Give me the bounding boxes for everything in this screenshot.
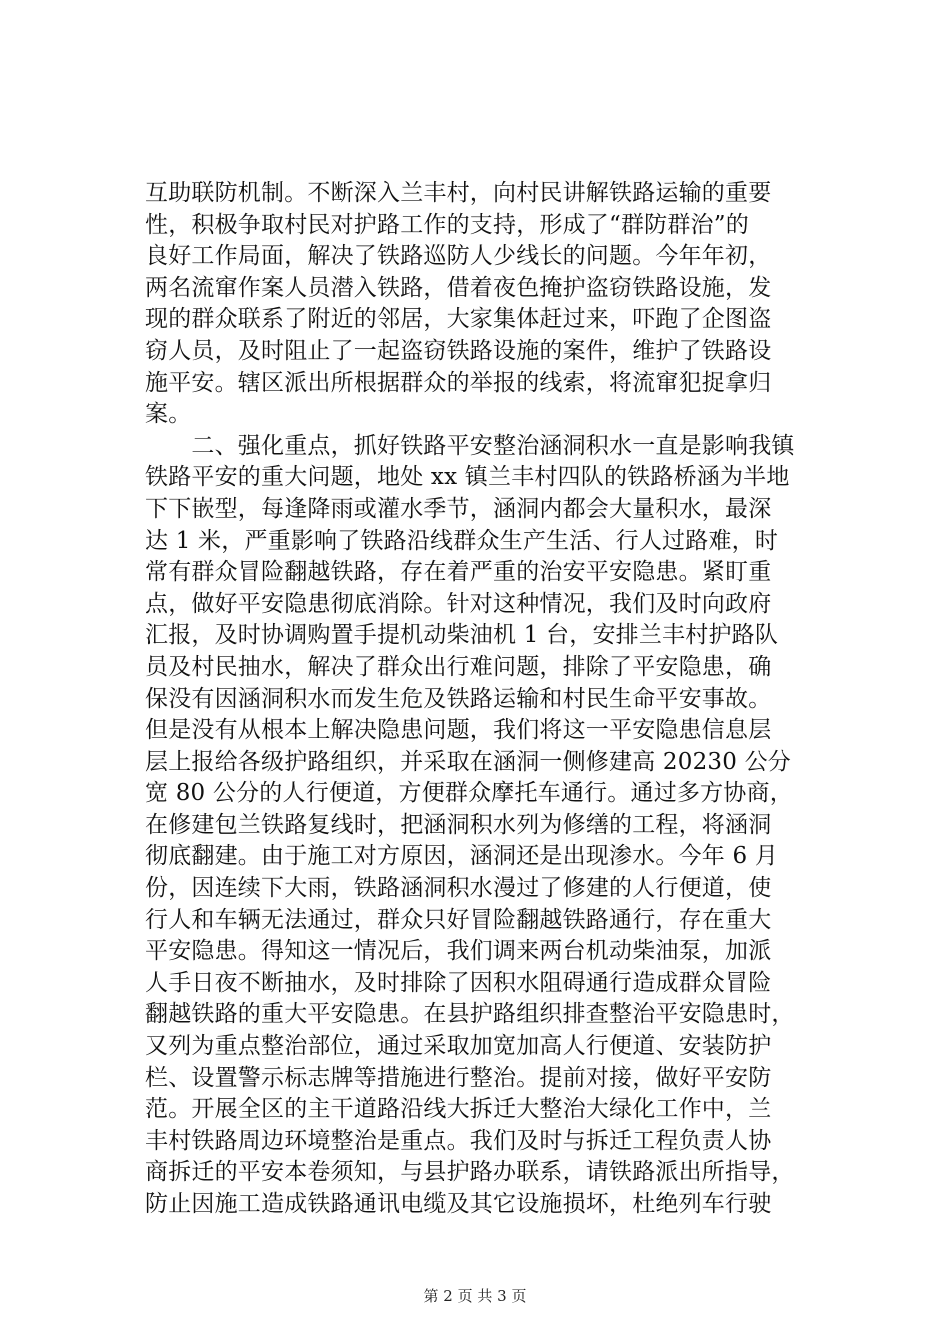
text-line: 又列为重点整治部位，通过采取加宽加高人行便道、安装防护 <box>145 1033 772 1060</box>
text-line: 两名流窜作案人员潜入铁路，借着夜色掩护盗窃铁路设施，发 <box>145 274 772 301</box>
text-line: 点，做好平安隐患彻底消除。针对这种情况，我们及时向政府 <box>145 590 772 617</box>
text-line: 在修建包兰铁路复线时，把涵洞积水列为修缮的工程，将涵洞 <box>145 811 772 838</box>
text-line: 平安隐患。得知这一情况后，我们调来两台机动柴油泵，加派 <box>145 938 772 965</box>
text-line: 汇报，及时协调购置手提机动柴油机 1 台，安排兰丰村护路队 <box>145 622 779 649</box>
text-line: 案。 <box>145 401 192 428</box>
text-line: 现的群众联系了附近的邻居，大家集体赶过来，吓跑了企图盗 <box>145 306 772 333</box>
text-line: 彻底翻建。由于施工对方原因，涵洞还是出现渗水。今年 6 月 <box>145 843 779 870</box>
text-line: 达 1 米，严重影响了铁路沿线群众生产生活、行人过路难，时 <box>145 527 779 554</box>
text-line: 宽 80 公分的人行便道，方便群众摩托车通行。通过多方协商， <box>145 780 793 807</box>
text-line: 二、强化重点，抓好铁路平安整治涵洞积水一直是影响我镇 <box>145 432 795 459</box>
text-line: 层上报给各级护路组织，并采取在涵洞一侧修建高 20230 公分 <box>145 748 791 775</box>
text-line: 栏、设置警示标志牌等措施进行整治。提前对接，做好平安防 <box>145 1064 772 1091</box>
text-line: 保没有因涵洞积水而发生危及铁路运输和村民生命平安事故。 <box>145 685 772 712</box>
text-line: 员及村民抽水，解决了群众出行难问题，排除了平安隐患，确 <box>145 653 772 680</box>
text-line: 但是没有从根本上解决隐患问题，我们将这一平安隐患信息层 <box>145 717 772 744</box>
text-line: 翻越铁路的重大平安隐患。在县护路组织排查整治平安隐患时， <box>145 1001 795 1028</box>
text-line: 份，因连续下大雨，铁路涵洞积水漫过了修建的人行便道，使 <box>145 875 772 902</box>
text-line: 丰村铁路周边环境整治是重点。我们及时与拆迁工程负责人协 <box>145 1127 772 1154</box>
page-footer: 第 2 页 共 3 页 <box>423 1287 527 1305</box>
text-line: 范。开展全区的主干道路沿线大拆迁大整治大绿化工作中，兰 <box>145 1096 772 1123</box>
text-line: 行人和车辆无法通过，群众只好冒险翻越铁路通行，存在重大 <box>145 906 772 933</box>
text-line: 商拆迁的平安本卷须知，与县护路办联系，请铁路派出所指导， <box>145 1159 795 1186</box>
text-line: 窃人员，及时阻止了一起盗窃铁路设施的案件，维护了铁路设 <box>145 337 772 364</box>
text-line: 常有群众冒险翻越铁路，存在着严重的治安平安隐患。紧盯重 <box>145 559 772 586</box>
text-line: 良好工作局面，解决了铁路巡防人少线长的问题。今年年初， <box>145 243 772 270</box>
body-text <box>145 178 825 1221</box>
text-line: 人手日夜不断抽水，及时排除了因积水阻碍通行造成群众冒险 <box>145 969 772 996</box>
text-line: 性，积极争取村民对护路工作的支持，形成了“群防群治”的 <box>145 211 749 238</box>
text-line: 施平安。辖区派出所根据群众的举报的线索，将流窜犯捉拿归 <box>145 369 772 396</box>
text-line: 下下嵌型，每逢降雨或灌水季节，涵洞内都会大量积水，最深 <box>145 495 772 522</box>
text-line: 互助联防机制。不断深入兰丰村，向村民讲解铁路运输的重要 <box>145 180 772 206</box>
text-line: 铁路平安的重大问题，地处 xx 镇兰丰村四队的铁路桥涵为半地 <box>145 464 790 491</box>
text-line: 防止因施工造成铁路通讯电缆及其它设施损坏，杜绝列车行驶 <box>145 1191 772 1217</box>
